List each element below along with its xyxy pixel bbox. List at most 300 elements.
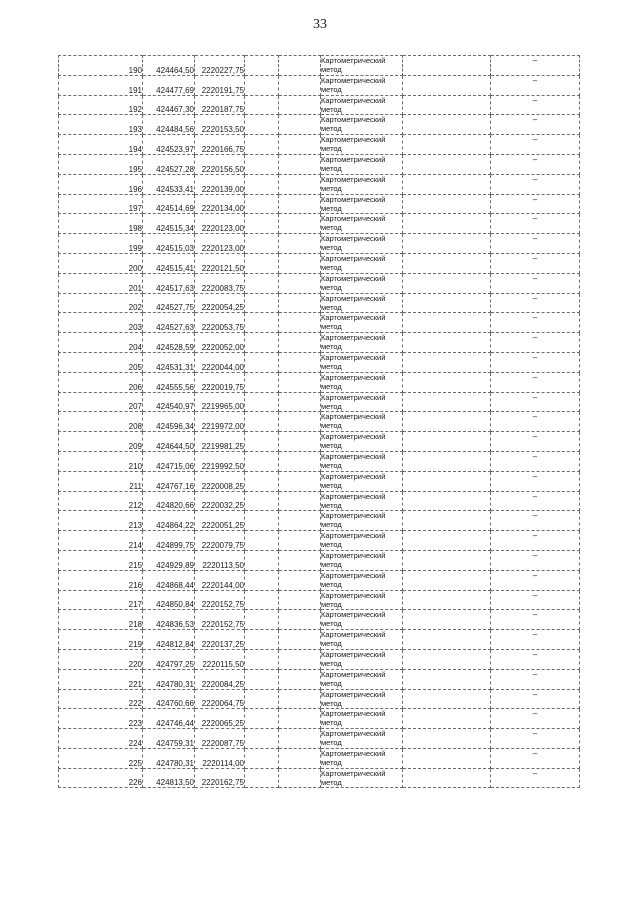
y-coordinate-cell: 2220137,25 <box>195 630 245 650</box>
x-coordinate-cell: 424836,53 <box>143 610 195 630</box>
empty-cell <box>279 748 321 768</box>
method-cell: Картометрический метод <box>321 709 403 729</box>
x-coordinate-cell: 424899,75 <box>143 531 195 551</box>
table-row <box>59 709 580 729</box>
method-cell: Картометрический метод <box>321 174 403 194</box>
empty-cell <box>403 590 491 610</box>
table-row <box>59 432 580 452</box>
empty-cell <box>403 471 491 491</box>
empty-cell <box>279 313 321 333</box>
table-row <box>59 56 580 76</box>
empty-cell <box>279 649 321 669</box>
dash-cell: – <box>491 768 580 788</box>
dash-cell: – <box>491 689 580 709</box>
method-cell: Картометрический метод <box>321 610 403 630</box>
method-cell: Картометрический метод <box>321 649 403 669</box>
x-coordinate-cell: 424820,66 <box>143 491 195 511</box>
empty-cell <box>403 432 491 452</box>
empty-cell <box>279 550 321 570</box>
empty-cell <box>279 293 321 313</box>
dash-cell: – <box>491 511 580 531</box>
empty-cell <box>279 570 321 590</box>
y-coordinate-cell: 2220083,75 <box>195 273 245 293</box>
dash-cell: – <box>491 729 580 749</box>
method-cell: Картометрический метод <box>321 352 403 372</box>
empty-cell <box>245 451 279 471</box>
y-coordinate-cell: 2220191,75 <box>195 75 245 95</box>
table-row <box>59 135 580 155</box>
x-coordinate-cell: 424767,16 <box>143 471 195 491</box>
table-row <box>59 234 580 254</box>
y-coordinate-cell: 2220144,00 <box>195 570 245 590</box>
point-number-cell: 202 <box>59 293 143 313</box>
x-coordinate-cell: 424514,69 <box>143 194 195 214</box>
dash-cell: – <box>491 95 580 115</box>
empty-cell <box>245 174 279 194</box>
table-row <box>59 748 580 768</box>
dash-cell: – <box>491 630 580 650</box>
empty-cell <box>279 372 321 392</box>
empty-cell <box>403 412 491 432</box>
empty-cell <box>245 491 279 511</box>
table-row <box>59 293 580 313</box>
point-number-cell: 215 <box>59 550 143 570</box>
dash-cell: – <box>491 491 580 511</box>
empty-cell <box>279 511 321 531</box>
dash-cell: – <box>491 372 580 392</box>
y-coordinate-cell: 2220053,75 <box>195 313 245 333</box>
empty-cell <box>403 610 491 630</box>
empty-cell <box>403 630 491 650</box>
method-cell: Картометрический метод <box>321 234 403 254</box>
empty-cell <box>245 669 279 689</box>
empty-cell <box>403 451 491 471</box>
empty-cell <box>279 154 321 174</box>
method-cell: Картометрический метод <box>321 333 403 353</box>
table-row <box>59 669 580 689</box>
dash-cell: – <box>491 531 580 551</box>
point-number-cell: 217 <box>59 590 143 610</box>
method-cell: Картометрический метод <box>321 214 403 234</box>
empty-cell <box>245 729 279 749</box>
dash-cell: – <box>491 610 580 630</box>
y-coordinate-cell: 2220087,75 <box>195 729 245 749</box>
table-row <box>59 451 580 471</box>
y-coordinate-cell: 2219992,50 <box>195 451 245 471</box>
empty-cell <box>245 154 279 174</box>
y-coordinate-cell: 2220153,50 <box>195 115 245 135</box>
point-number-cell: 216 <box>59 570 143 590</box>
x-coordinate-cell: 424464,50 <box>143 56 195 76</box>
point-number-cell: 218 <box>59 610 143 630</box>
empty-cell <box>403 214 491 234</box>
y-coordinate-cell: 2220052,00 <box>195 333 245 353</box>
dash-cell: – <box>491 234 580 254</box>
x-coordinate-cell: 424812,84 <box>143 630 195 650</box>
empty-cell <box>403 669 491 689</box>
empty-cell <box>245 135 279 155</box>
empty-cell <box>279 352 321 372</box>
method-cell: Картометрический метод <box>321 115 403 135</box>
point-number-cell: 209 <box>59 432 143 452</box>
empty-cell <box>279 432 321 452</box>
x-coordinate-cell: 424467,30 <box>143 95 195 115</box>
point-number-cell: 194 <box>59 135 143 155</box>
method-cell: Картометрический метод <box>321 253 403 273</box>
method-cell: Картометрический метод <box>321 590 403 610</box>
x-coordinate-cell: 424759,31 <box>143 729 195 749</box>
empty-cell <box>245 194 279 214</box>
empty-cell <box>403 709 491 729</box>
empty-cell <box>403 689 491 709</box>
empty-cell <box>403 135 491 155</box>
table-row <box>59 511 580 531</box>
y-coordinate-cell: 2220113,50 <box>195 550 245 570</box>
table-row <box>59 253 580 273</box>
empty-cell <box>403 649 491 669</box>
x-coordinate-cell: 424477,69 <box>143 75 195 95</box>
method-cell: Картометрический метод <box>321 531 403 551</box>
dash-cell: – <box>491 412 580 432</box>
empty-cell <box>279 491 321 511</box>
empty-cell <box>279 630 321 650</box>
method-cell: Картометрический метод <box>321 689 403 709</box>
empty-cell <box>245 649 279 669</box>
empty-cell <box>245 689 279 709</box>
x-coordinate-cell: 424780,31 <box>143 669 195 689</box>
empty-cell <box>279 75 321 95</box>
point-number-cell: 226 <box>59 768 143 788</box>
x-coordinate-cell: 424533,41 <box>143 174 195 194</box>
dash-cell: – <box>491 75 580 95</box>
empty-cell <box>245 56 279 76</box>
x-coordinate-cell: 424746,44 <box>143 709 195 729</box>
empty-cell <box>245 253 279 273</box>
y-coordinate-cell: 2220064,75 <box>195 689 245 709</box>
empty-cell <box>279 451 321 471</box>
dash-cell: – <box>491 313 580 333</box>
method-cell: Картометрический метод <box>321 75 403 95</box>
empty-cell <box>245 590 279 610</box>
x-coordinate-cell: 424540,97 <box>143 392 195 412</box>
x-coordinate-cell: 424760,66 <box>143 689 195 709</box>
empty-cell <box>245 511 279 531</box>
method-cell: Картометрический метод <box>321 729 403 749</box>
x-coordinate-cell: 424528,59 <box>143 333 195 353</box>
empty-cell <box>245 412 279 432</box>
method-cell: Картометрический метод <box>321 451 403 471</box>
table-row <box>59 768 580 788</box>
dash-cell: – <box>491 174 580 194</box>
dash-cell: – <box>491 570 580 590</box>
empty-cell <box>403 392 491 412</box>
empty-cell <box>279 531 321 551</box>
empty-cell <box>279 234 321 254</box>
method-cell: Картометрический метод <box>321 95 403 115</box>
dash-cell: – <box>491 135 580 155</box>
y-coordinate-cell: 2220084,25 <box>195 669 245 689</box>
y-coordinate-cell: 2220114,00 <box>195 748 245 768</box>
y-coordinate-cell: 2220162,75 <box>195 768 245 788</box>
empty-cell <box>245 75 279 95</box>
dash-cell: – <box>491 432 580 452</box>
point-number-cell: 207 <box>59 392 143 412</box>
empty-cell <box>245 550 279 570</box>
empty-cell <box>279 135 321 155</box>
empty-cell <box>279 471 321 491</box>
point-number-cell: 213 <box>59 511 143 531</box>
empty-cell <box>279 95 321 115</box>
point-number-cell: 199 <box>59 234 143 254</box>
method-cell: Картометрический метод <box>321 372 403 392</box>
point-number-cell: 208 <box>59 412 143 432</box>
empty-cell <box>279 194 321 214</box>
dash-cell: – <box>491 550 580 570</box>
y-coordinate-cell: 2220008,25 <box>195 471 245 491</box>
point-number-cell: 197 <box>59 194 143 214</box>
table-row <box>59 689 580 709</box>
table-row <box>59 313 580 333</box>
coordinates-table <box>58 55 580 788</box>
method-cell: Картометрический метод <box>321 313 403 333</box>
table-row <box>59 550 580 570</box>
x-coordinate-cell: 424780,31 <box>143 748 195 768</box>
x-coordinate-cell: 424715,06 <box>143 451 195 471</box>
table-row <box>59 372 580 392</box>
empty-cell <box>245 768 279 788</box>
point-number-cell: 214 <box>59 531 143 551</box>
x-coordinate-cell: 424531,31 <box>143 352 195 372</box>
table-row <box>59 610 580 630</box>
point-number-cell: 221 <box>59 669 143 689</box>
method-cell: Картометрический метод <box>321 56 403 76</box>
empty-cell <box>279 412 321 432</box>
x-coordinate-cell: 424527,63 <box>143 313 195 333</box>
table-row <box>59 352 580 372</box>
point-number-cell: 211 <box>59 471 143 491</box>
point-number-cell: 219 <box>59 630 143 650</box>
table-row <box>59 194 580 214</box>
empty-cell <box>403 234 491 254</box>
empty-cell <box>403 273 491 293</box>
empty-cell <box>279 689 321 709</box>
empty-cell <box>245 471 279 491</box>
empty-cell <box>403 313 491 333</box>
point-number-cell: 190 <box>59 56 143 76</box>
dash-cell: – <box>491 273 580 293</box>
empty-cell <box>279 729 321 749</box>
y-coordinate-cell: 2220152,75 <box>195 590 245 610</box>
x-coordinate-cell: 424813,50 <box>143 768 195 788</box>
table-row <box>59 471 580 491</box>
point-number-cell: 225 <box>59 748 143 768</box>
y-coordinate-cell: 2219972,00 <box>195 412 245 432</box>
y-coordinate-cell: 2220019,75 <box>195 372 245 392</box>
dash-cell: – <box>491 154 580 174</box>
y-coordinate-cell: 2220054,25 <box>195 293 245 313</box>
method-cell: Картометрический метод <box>321 135 403 155</box>
empty-cell <box>245 352 279 372</box>
point-number-cell: 193 <box>59 115 143 135</box>
method-cell: Картометрический метод <box>321 392 403 412</box>
dash-cell: – <box>491 115 580 135</box>
empty-cell <box>245 709 279 729</box>
dash-cell: – <box>491 669 580 689</box>
x-coordinate-cell: 424527,75 <box>143 293 195 313</box>
empty-cell <box>279 590 321 610</box>
y-coordinate-cell: 2220187,75 <box>195 95 245 115</box>
method-cell: Картометрический метод <box>321 768 403 788</box>
method-cell: Картометрический метод <box>321 471 403 491</box>
method-cell: Картометрический метод <box>321 412 403 432</box>
empty-cell <box>403 333 491 353</box>
method-cell: Картометрический метод <box>321 550 403 570</box>
method-cell: Картометрический метод <box>321 669 403 689</box>
method-cell: Картометрический метод <box>321 273 403 293</box>
table-row <box>59 729 580 749</box>
empty-cell <box>245 570 279 590</box>
y-coordinate-cell: 2220123,00 <box>195 234 245 254</box>
x-coordinate-cell: 424515,03 <box>143 234 195 254</box>
y-coordinate-cell: 2220115,50 <box>195 649 245 669</box>
empty-cell <box>403 253 491 273</box>
table-row <box>59 95 580 115</box>
y-coordinate-cell: 2220044,00 <box>195 352 245 372</box>
x-coordinate-cell: 424644,50 <box>143 432 195 452</box>
table-row <box>59 590 580 610</box>
point-number-cell: 198 <box>59 214 143 234</box>
table-row <box>59 75 580 95</box>
dash-cell: – <box>491 333 580 353</box>
page-number: 33 <box>313 17 327 32</box>
empty-cell <box>403 748 491 768</box>
dash-cell: – <box>491 56 580 76</box>
empty-cell <box>403 352 491 372</box>
dash-cell: – <box>491 748 580 768</box>
empty-cell <box>403 154 491 174</box>
empty-cell <box>279 253 321 273</box>
empty-cell <box>245 234 279 254</box>
table-row <box>59 154 580 174</box>
method-cell: Картометрический метод <box>321 154 403 174</box>
method-cell: Картометрический метод <box>321 570 403 590</box>
point-number-cell: 195 <box>59 154 143 174</box>
method-cell: Картометрический метод <box>321 748 403 768</box>
y-coordinate-cell: 2220032,25 <box>195 491 245 511</box>
table-row <box>59 115 580 135</box>
y-coordinate-cell: 2220152,75 <box>195 610 245 630</box>
empty-cell <box>403 174 491 194</box>
dash-cell: – <box>491 194 580 214</box>
empty-cell <box>279 669 321 689</box>
empty-cell <box>403 95 491 115</box>
x-coordinate-cell: 424868,44 <box>143 570 195 590</box>
table-row <box>59 333 580 353</box>
empty-cell <box>403 194 491 214</box>
method-cell: Картометрический метод <box>321 491 403 511</box>
y-coordinate-cell: 2219981,25 <box>195 432 245 452</box>
empty-cell <box>279 214 321 234</box>
empty-cell <box>403 550 491 570</box>
y-coordinate-cell: 2220065,25 <box>195 709 245 729</box>
dash-cell: – <box>491 471 580 491</box>
empty-cell <box>279 273 321 293</box>
method-cell: Картометрический метод <box>321 630 403 650</box>
y-coordinate-cell: 2220121,50 <box>195 253 245 273</box>
empty-cell <box>245 313 279 333</box>
dash-cell: – <box>491 590 580 610</box>
y-coordinate-cell: 2219965,00 <box>195 392 245 412</box>
point-number-cell: 224 <box>59 729 143 749</box>
empty-cell <box>403 372 491 392</box>
empty-cell <box>245 333 279 353</box>
x-coordinate-cell: 424523,97 <box>143 135 195 155</box>
empty-cell <box>245 531 279 551</box>
method-cell: Картометрический метод <box>321 194 403 214</box>
x-coordinate-cell: 424515,34 <box>143 214 195 234</box>
empty-cell <box>279 56 321 76</box>
point-number-cell: 204 <box>59 333 143 353</box>
empty-cell <box>279 333 321 353</box>
point-number-cell: 210 <box>59 451 143 471</box>
point-number-cell: 212 <box>59 491 143 511</box>
y-coordinate-cell: 2220139,00 <box>195 174 245 194</box>
empty-cell <box>279 610 321 630</box>
empty-cell <box>245 372 279 392</box>
y-coordinate-cell: 2220134,00 <box>195 194 245 214</box>
empty-cell <box>279 115 321 135</box>
dash-cell: – <box>491 293 580 313</box>
table-row <box>59 630 580 650</box>
dash-cell: – <box>491 352 580 372</box>
empty-cell <box>279 768 321 788</box>
empty-cell <box>403 570 491 590</box>
table-row <box>59 174 580 194</box>
method-cell: Картометрический метод <box>321 432 403 452</box>
dash-cell: – <box>491 649 580 669</box>
table-row <box>59 649 580 669</box>
point-number-cell: 192 <box>59 95 143 115</box>
dash-cell: – <box>491 214 580 234</box>
point-number-cell: 201 <box>59 273 143 293</box>
point-number-cell: 220 <box>59 649 143 669</box>
dash-cell: – <box>491 709 580 729</box>
dash-cell: – <box>491 253 580 273</box>
x-coordinate-cell: 424850,84 <box>143 590 195 610</box>
empty-cell <box>245 115 279 135</box>
empty-cell <box>245 610 279 630</box>
table-row <box>59 214 580 234</box>
point-number-cell: 206 <box>59 372 143 392</box>
x-coordinate-cell: 424515,41 <box>143 253 195 273</box>
empty-cell <box>403 729 491 749</box>
x-coordinate-cell: 424797,25 <box>143 649 195 669</box>
empty-cell <box>245 630 279 650</box>
x-coordinate-cell: 424517,63 <box>143 273 195 293</box>
empty-cell <box>403 293 491 313</box>
empty-cell <box>403 491 491 511</box>
empty-cell <box>245 432 279 452</box>
y-coordinate-cell: 2220123,00 <box>195 214 245 234</box>
empty-cell <box>279 709 321 729</box>
point-number-cell: 222 <box>59 689 143 709</box>
empty-cell <box>245 392 279 412</box>
coordinates-table-body <box>59 56 580 788</box>
y-coordinate-cell: 2220156,50 <box>195 154 245 174</box>
x-coordinate-cell: 424555,56 <box>143 372 195 392</box>
table-row <box>59 491 580 511</box>
point-number-cell: 205 <box>59 352 143 372</box>
